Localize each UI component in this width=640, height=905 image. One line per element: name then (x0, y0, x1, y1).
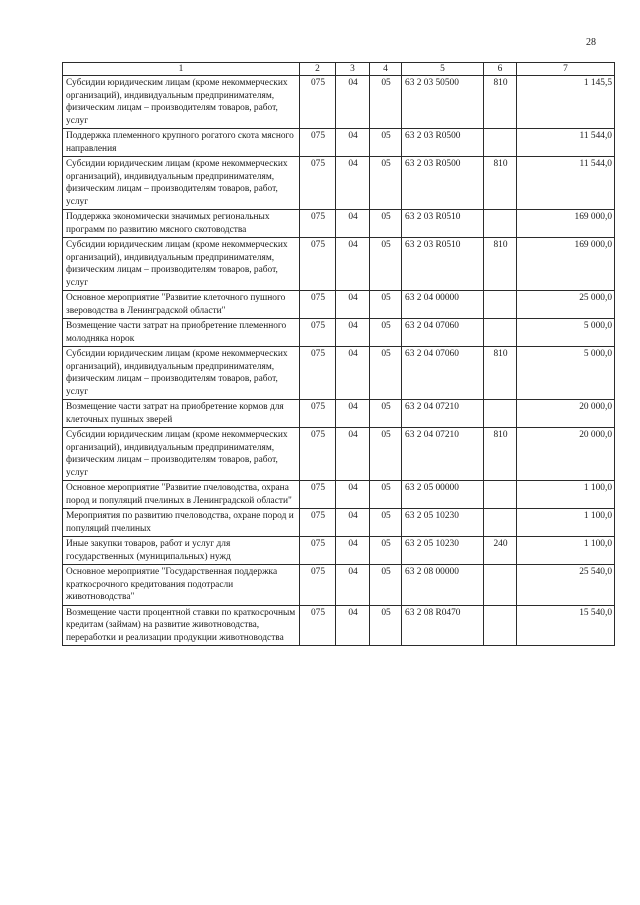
amount-cell: 20 000,0 (517, 428, 615, 481)
expense-type-cell: 240 (484, 537, 517, 565)
subsection-code-cell: 05 (370, 481, 402, 509)
section-code-cell: 04 (336, 509, 370, 537)
row-name-cell: Поддержка экономически значимых региональных программ по развитию мясного скотоводства (63, 210, 300, 238)
amount-cell: 169 000,0 (517, 238, 615, 291)
expense-type-cell (484, 509, 517, 537)
ministry-code-cell: 075 (300, 210, 336, 238)
ministry-code-cell: 075 (300, 347, 336, 400)
subsection-code-cell: 05 (370, 157, 402, 210)
amount-cell: 5 000,0 (517, 347, 615, 400)
ministry-code-cell: 075 (300, 481, 336, 509)
target-article-cell: 63 2 08 R0470 (402, 605, 484, 646)
row-name-cell: Основное мероприятие "Развитие клеточного пушного звероводства в Ленинградской области" (63, 291, 300, 319)
expense-type-cell (484, 565, 517, 606)
subsection-code-cell: 05 (370, 347, 402, 400)
subsection-code-cell: 05 (370, 509, 402, 537)
row-name-cell: Субсидии юридическим лицам (кроме некоммерческих организаций), индивидуальным предпринимателям, физическим лицам – производителям товаров, работ, услуг (63, 76, 300, 129)
subsection-code-cell: 05 (370, 76, 402, 129)
header-cell: 3 (336, 63, 370, 76)
target-article-cell: 63 2 08 00000 (402, 565, 484, 606)
subsection-code-cell: 05 (370, 537, 402, 565)
expense-type-cell: 810 (484, 238, 517, 291)
amount-cell: 15 540,0 (517, 605, 615, 646)
row-name-cell: Поддержка племенного крупного рогатого скота мясного направления (63, 129, 300, 157)
table-row (63, 481, 615, 509)
table-row (63, 210, 615, 238)
section-code-cell: 04 (336, 347, 370, 400)
header-cell: 7 (517, 63, 615, 76)
expense-type-cell (484, 481, 517, 509)
target-article-cell: 63 2 04 07210 (402, 428, 484, 481)
subsection-code-cell: 05 (370, 129, 402, 157)
expense-type-cell: 810 (484, 428, 517, 481)
section-code-cell: 04 (336, 537, 370, 565)
table-row (63, 157, 615, 210)
expense-type-cell (484, 291, 517, 319)
target-article-cell: 63 2 03 R0510 (402, 210, 484, 238)
subsection-code-cell: 05 (370, 605, 402, 646)
expense-type-cell: 810 (484, 157, 517, 210)
amount-cell: 1 145,5 (517, 76, 615, 129)
section-code-cell: 04 (336, 319, 370, 347)
amount-cell: 20 000,0 (517, 400, 615, 428)
table-row (63, 347, 615, 400)
section-code-cell: 04 (336, 428, 370, 481)
table-row (63, 400, 615, 428)
table-row (63, 565, 615, 606)
amount-cell: 5 000,0 (517, 319, 615, 347)
target-article-cell: 63 2 05 10230 (402, 537, 484, 565)
amount-cell: 1 100,0 (517, 537, 615, 565)
page-number: 28 (586, 37, 596, 48)
row-name-cell: Субсидии юридическим лицам (кроме некоммерческих организаций), индивидуальным предпринимателям, физическим лицам – производителям товаров, работ, услуг (63, 428, 300, 481)
table-row (63, 428, 615, 481)
expense-type-cell (484, 319, 517, 347)
section-code-cell: 04 (336, 157, 370, 210)
subsection-code-cell: 05 (370, 291, 402, 319)
row-name-cell: Иные закупки товаров, работ и услуг для государственных (муниципальных) нужд (63, 537, 300, 565)
row-name-cell: Субсидии юридическим лицам (кроме некоммерческих организаций), индивидуальным предпринимателям, физическим лицам – производителям товаров, работ, услуг (63, 157, 300, 210)
ministry-code-cell: 075 (300, 428, 336, 481)
ministry-code-cell: 075 (300, 565, 336, 606)
ministry-code-cell: 075 (300, 291, 336, 319)
expense-type-cell (484, 400, 517, 428)
subsection-code-cell: 05 (370, 210, 402, 238)
section-code-cell: 04 (336, 481, 370, 509)
target-article-cell: 63 2 05 10230 (402, 509, 484, 537)
row-name-cell: Основное мероприятие "Развитие пчеловодства, охрана пород и популяций пчелиных в Ленинградской области" (63, 481, 300, 509)
row-name-cell: Возмещение части затрат на приобретение кормов для клеточных пушных зверей (63, 400, 300, 428)
ministry-code-cell: 075 (300, 157, 336, 210)
subsection-code-cell: 05 (370, 319, 402, 347)
table-row (63, 291, 615, 319)
ministry-code-cell: 075 (300, 537, 336, 565)
row-name-cell: Возмещение части процентной ставки по краткосрочным кредитам (займам) на развитие животноводства, переработки и реализации продукции животноводства (63, 605, 300, 646)
target-article-cell: 63 2 04 07060 (402, 347, 484, 400)
header-cell: 4 (370, 63, 402, 76)
amount-cell: 11 544,0 (517, 157, 615, 210)
expense-type-cell: 810 (484, 347, 517, 400)
ministry-code-cell: 075 (300, 76, 336, 129)
expense-type-cell (484, 129, 517, 157)
target-article-cell: 63 2 03 R0510 (402, 238, 484, 291)
table-row (63, 537, 615, 565)
table-row (63, 605, 615, 646)
amount-cell: 1 100,0 (517, 481, 615, 509)
table-row (63, 129, 615, 157)
ministry-code-cell: 075 (300, 400, 336, 428)
ministry-code-cell: 075 (300, 605, 336, 646)
ministry-code-cell: 075 (300, 319, 336, 347)
header-cell: 5 (402, 63, 484, 76)
ministry-code-cell: 075 (300, 129, 336, 157)
row-name-cell: Основное мероприятие "Государственная поддержка краткосрочного кредитования подотрасли животноводства" (63, 565, 300, 606)
target-article-cell: 63 2 04 07060 (402, 319, 484, 347)
amount-cell: 25 540,0 (517, 565, 615, 606)
table-row (63, 238, 615, 291)
row-name-cell: Возмещение части затрат на приобретение племенного молодняка норок (63, 319, 300, 347)
target-article-cell: 63 2 03 R0500 (402, 129, 484, 157)
section-code-cell: 04 (336, 238, 370, 291)
table-row (63, 509, 615, 537)
section-code-cell: 04 (336, 210, 370, 238)
target-article-cell: 63 2 05 00000 (402, 481, 484, 509)
target-article-cell: 63 2 04 07210 (402, 400, 484, 428)
section-code-cell: 04 (336, 76, 370, 129)
amount-cell: 11 544,0 (517, 129, 615, 157)
expense-type-cell: 810 (484, 76, 517, 129)
expense-type-cell (484, 210, 517, 238)
subsection-code-cell: 05 (370, 428, 402, 481)
amount-cell: 1 100,0 (517, 509, 615, 537)
section-code-cell: 04 (336, 605, 370, 646)
row-name-cell: Субсидии юридическим лицам (кроме некоммерческих организаций), индивидуальным предпринимателям, физическим лицам – производителям товаров, работ, услуг (63, 238, 300, 291)
amount-cell: 169 000,0 (517, 210, 615, 238)
table-row (63, 76, 615, 129)
table-header-row (63, 63, 615, 76)
section-code-cell: 04 (336, 400, 370, 428)
subsection-code-cell: 05 (370, 238, 402, 291)
header-cell: 2 (300, 63, 336, 76)
section-code-cell: 04 (336, 291, 370, 319)
row-name-cell: Мероприятия по развитию пчеловодства, охране пород и популяций пчелиных (63, 509, 300, 537)
subsection-code-cell: 05 (370, 565, 402, 606)
ministry-code-cell: 075 (300, 509, 336, 537)
section-code-cell: 04 (336, 565, 370, 606)
table-row (63, 319, 615, 347)
section-code-cell: 04 (336, 129, 370, 157)
ministry-code-cell: 075 (300, 238, 336, 291)
target-article-cell: 63 2 04 00000 (402, 291, 484, 319)
row-name-cell: Субсидии юридическим лицам (кроме некоммерческих организаций), индивидуальным предпринимателям, физическим лицам – производителям товаров, работ, услуг (63, 347, 300, 400)
target-article-cell: 63 2 03 50500 (402, 76, 484, 129)
amount-cell: 25 000,0 (517, 291, 615, 319)
subsection-code-cell: 05 (370, 400, 402, 428)
budget-table (62, 62, 615, 646)
header-cell: 1 (63, 63, 300, 76)
expense-type-cell (484, 605, 517, 646)
target-article-cell: 63 2 03 R0500 (402, 157, 484, 210)
header-cell: 6 (484, 63, 517, 76)
